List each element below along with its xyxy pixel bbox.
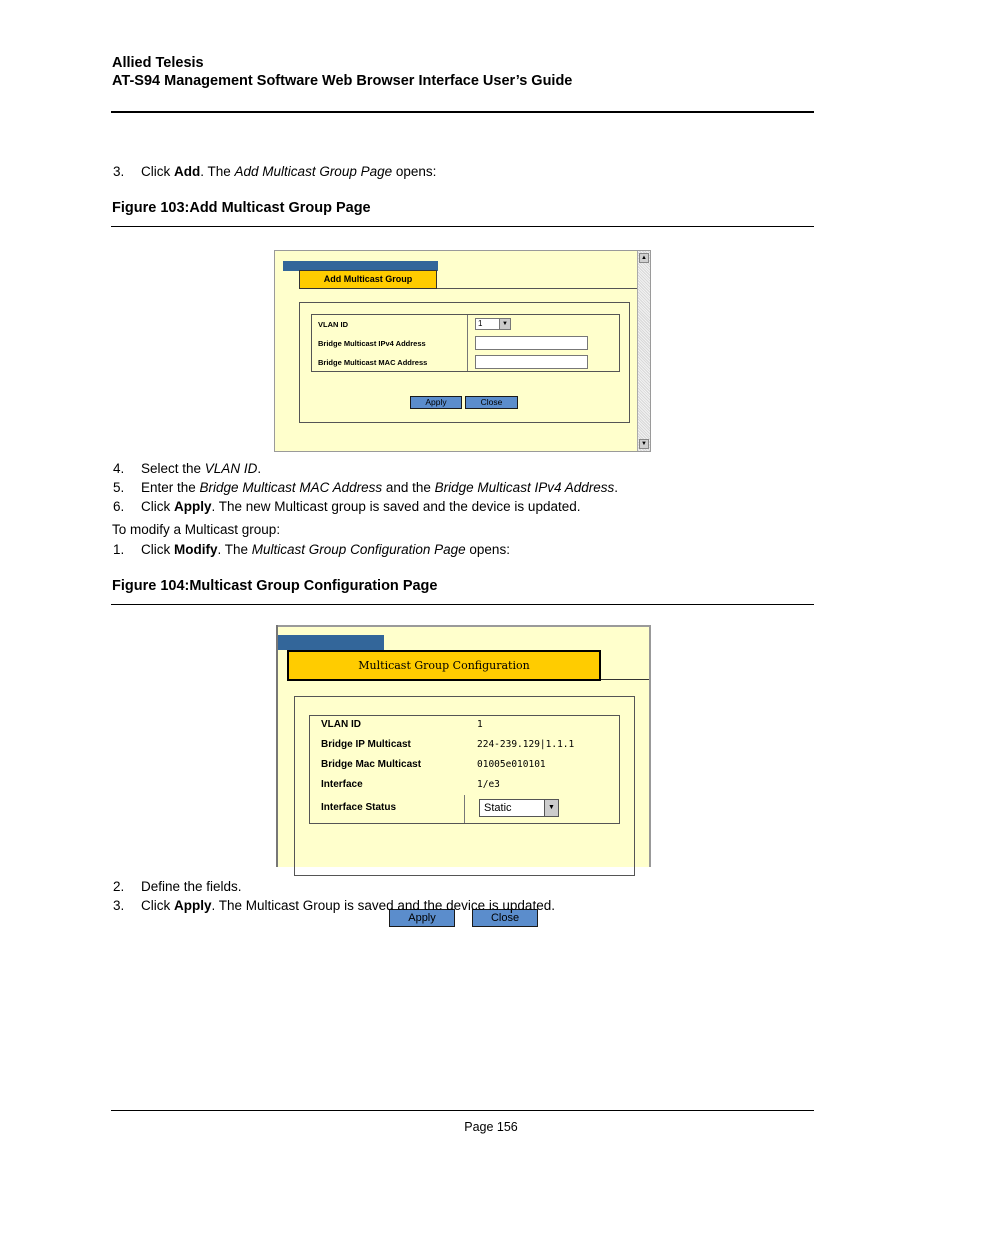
step-number: 4.	[113, 461, 125, 476]
step-number: 2.	[113, 879, 125, 894]
vlan-id-label: VLAN ID	[318, 320, 348, 329]
close-button[interactable]: Close	[472, 909, 538, 927]
interface-status-label: Interface Status	[321, 802, 397, 813]
form-panel	[299, 302, 630, 423]
header-rule	[111, 111, 814, 113]
step-text: Enter the Bridge Multicast MAC Address and the Bridge Multicast IPv4 Address.	[141, 480, 618, 495]
modify-intro: To modify a Multicast group:	[112, 522, 281, 537]
step-number: 3.	[113, 898, 125, 913]
add-multicast-group-screenshot	[274, 250, 651, 452]
guide-title: AT-S94 Management Software Web Browser Interface User’s Guide	[112, 73, 573, 89]
fields-table	[309, 715, 620, 824]
bridge-ip-multicast-label: Bridge IP Multicast	[321, 739, 411, 750]
right-border	[649, 625, 651, 867]
step-number: 5.	[113, 480, 125, 495]
figure-caption: Figure 103:Add Multicast Group Page	[112, 200, 371, 216]
caption-rule	[111, 226, 814, 227]
mac-address-input[interactable]	[475, 355, 588, 369]
ipv4-address-label: Bridge Multicast IPv4 Address	[318, 339, 426, 348]
ipv4-address-input[interactable]	[475, 336, 588, 350]
vertical-scrollbar[interactable]	[637, 251, 650, 451]
bridge-ip-multicast-value: 224-239.129|1.1.1	[477, 739, 575, 750]
step-text: Click Apply. The Multicast Group is saved and the device is updated.	[141, 898, 555, 913]
bridge-mac-multicast-value: 01005e010101	[477, 759, 546, 770]
left-border	[276, 625, 278, 867]
interface-label: Interface	[321, 779, 363, 790]
tab-bar	[278, 635, 384, 650]
column-divider	[467, 315, 468, 371]
fields-table	[311, 314, 620, 372]
tab-underline	[601, 679, 649, 680]
scroll-down-icon[interactable]: ▼	[639, 439, 649, 449]
interface-value: 1/e3	[477, 779, 500, 790]
step-text: Click Apply. The new Multicast group is saved and the device is updated.	[141, 499, 581, 514]
tab-underline	[437, 288, 637, 289]
step-text: Click Add. The Add Multicast Group Page opens:	[141, 164, 437, 179]
step-text: Click Modify. The Multicast Group Configuration Page opens:	[141, 542, 510, 557]
step-number: 3.	[113, 164, 125, 179]
chevron-down-icon[interactable]: ▼	[544, 800, 558, 816]
mac-address-label: Bridge Multicast MAC Address	[318, 358, 428, 367]
vlan-id-select[interactable]: 1 ▼	[475, 318, 511, 330]
tab-multicast-group-configuration[interactable]: Multicast Group Configuration	[287, 650, 601, 681]
interface-status-select[interactable]: Static ▼	[479, 799, 559, 817]
footer-rule	[111, 1110, 814, 1111]
step-number: 6.	[113, 499, 125, 514]
step-number: 1.	[113, 542, 125, 557]
apply-button[interactable]: Apply	[410, 396, 462, 409]
tab-add-multicast-group[interactable]: Add Multicast Group	[299, 270, 437, 289]
chevron-down-icon[interactable]: ▼	[499, 319, 510, 329]
close-button[interactable]: Close	[465, 396, 518, 409]
column-divider	[464, 795, 465, 823]
apply-button[interactable]: Apply	[389, 909, 455, 927]
vlan-id-value: 1	[477, 719, 483, 730]
figure-caption: Figure 104:Multicast Group Configuration Page	[112, 578, 438, 594]
page-number: Page 156	[464, 1120, 518, 1134]
step-text: Define the fields.	[141, 879, 242, 894]
caption-rule	[111, 604, 814, 605]
step-text: Select the VLAN ID.	[141, 461, 262, 476]
scroll-up-icon[interactable]: ▲	[639, 253, 649, 263]
top-border	[276, 625, 651, 627]
vlan-id-label: VLAN ID	[321, 719, 361, 730]
bridge-mac-multicast-label: Bridge Mac Multicast	[321, 759, 422, 770]
company-name: Allied Telesis	[112, 55, 204, 71]
